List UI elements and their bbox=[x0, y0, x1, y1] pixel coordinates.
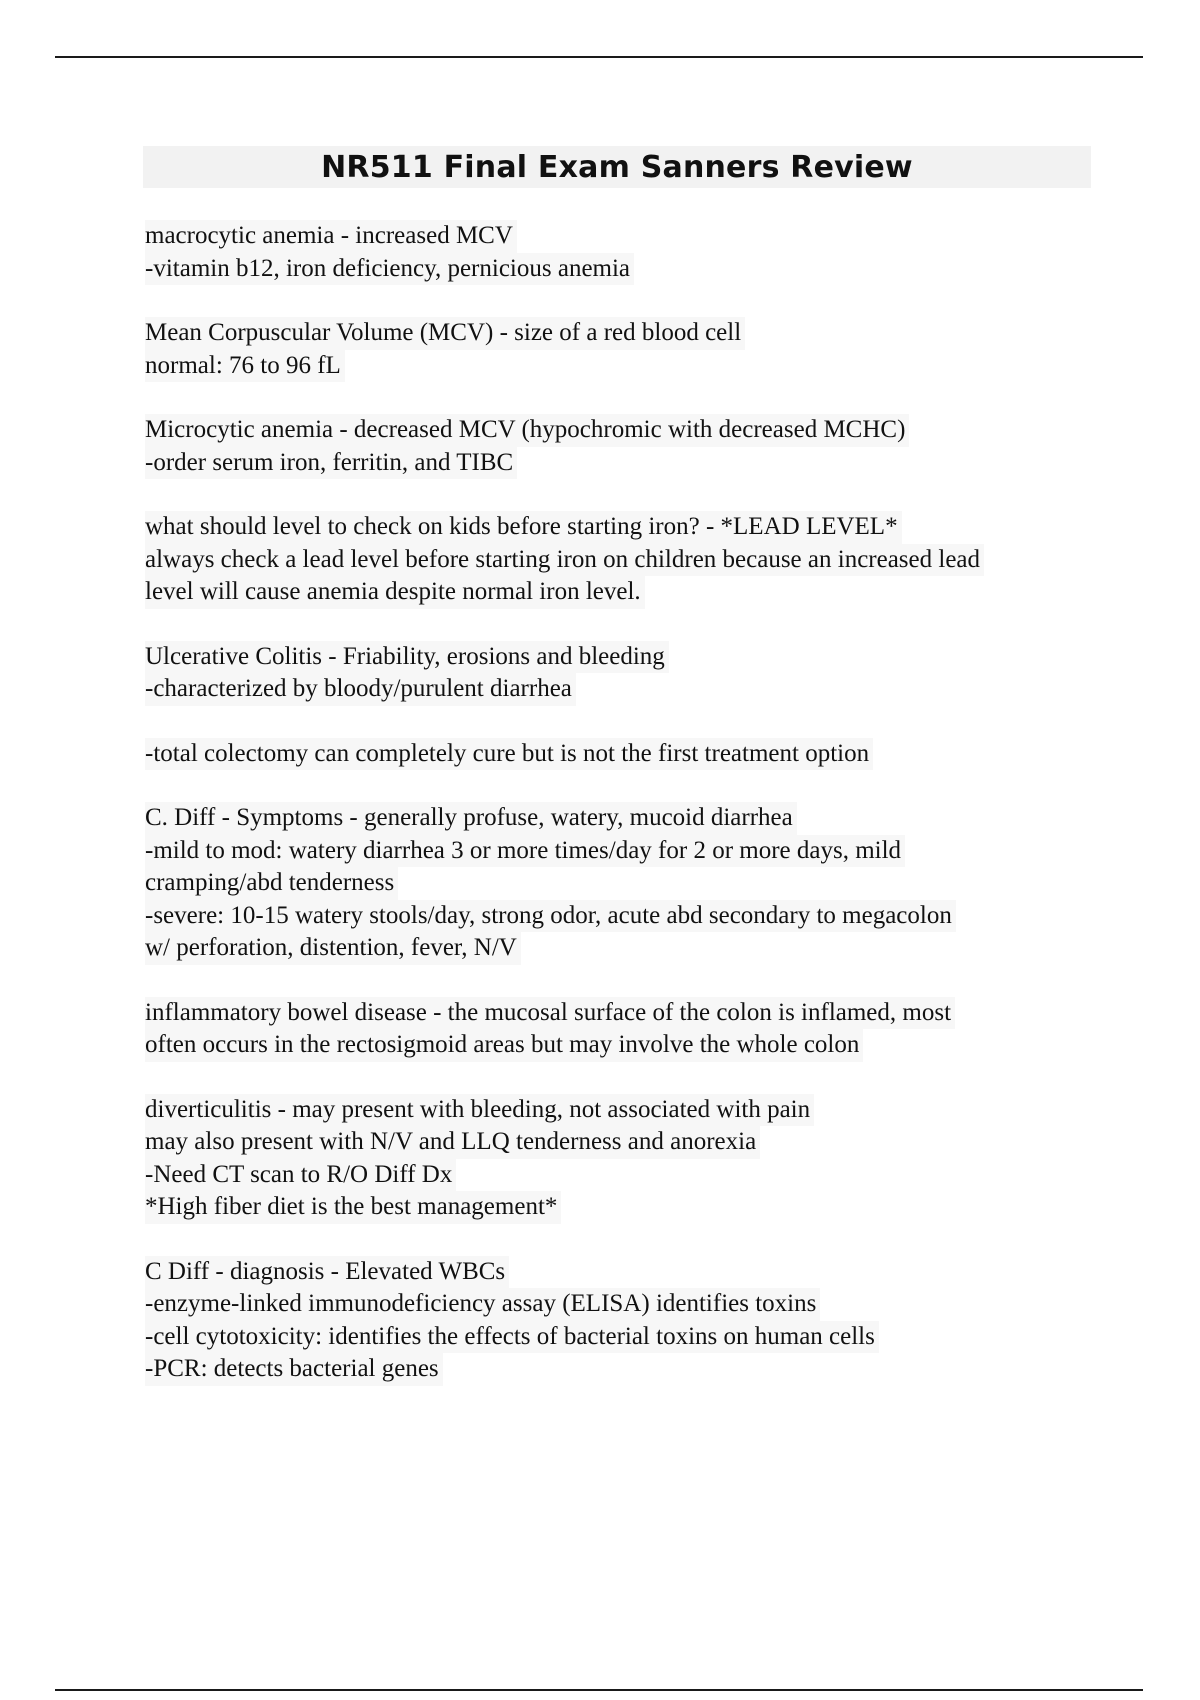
note-line: -enzyme-linked immunodeficiency assay (ELISA) identifies toxins bbox=[145, 1288, 820, 1321]
note-line: Microcytic anemia - decreased MCV (hypochromic with decreased MCHC) bbox=[145, 414, 909, 447]
note-line: -Need CT scan to R/O Diff Dx bbox=[145, 1159, 456, 1192]
note-line: inflammatory bowel disease - the mucosal surface of the colon is inflamed, most bbox=[145, 997, 955, 1030]
document-body bbox=[145, 220, 1105, 1418]
note-block bbox=[145, 997, 1105, 1062]
note-line: what should level to check on kids before starting iron? - *LEAD LEVEL* bbox=[145, 511, 902, 544]
note-line: -PCR: detects bacterial genes bbox=[145, 1353, 443, 1386]
note-block bbox=[145, 738, 1105, 771]
note-line: -severe: 10-15 watery stools/day, strong odor, acute abd secondary to megacolon bbox=[145, 900, 956, 933]
note-line: Ulcerative Colitis - Friability, erosions and bleeding bbox=[145, 641, 669, 674]
note-line: level will cause anemia despite normal iron level. bbox=[145, 576, 645, 609]
note-line: -characterized by bloody/purulent diarrhea bbox=[145, 673, 576, 706]
bottom-rule bbox=[55, 1689, 1143, 1691]
note-line: often occurs in the rectosigmoid areas but may involve the whole colon bbox=[145, 1029, 863, 1062]
note-line: w/ perforation, distention, fever, N/V bbox=[145, 932, 521, 965]
note-block bbox=[145, 511, 1105, 609]
note-block bbox=[145, 641, 1105, 706]
note-line: -order serum iron, ferritin, and TIBC bbox=[145, 447, 517, 480]
note-line: -total colectomy can completely cure but is not the first treatment option bbox=[145, 738, 873, 771]
title-band bbox=[143, 146, 1091, 188]
note-block bbox=[145, 414, 1105, 479]
note-line: C. Diff - Symptoms - generally profuse, watery, mucoid diarrhea bbox=[145, 802, 797, 835]
note-block bbox=[145, 802, 1105, 965]
note-line: -vitamin b12, iron deficiency, pernicious anemia bbox=[145, 253, 634, 286]
top-rule bbox=[55, 56, 1143, 58]
note-block bbox=[145, 1256, 1105, 1386]
page-title: NR511 Final Exam Sanners Review bbox=[321, 149, 913, 185]
note-line: -mild to mod: watery diarrhea 3 or more times/day for 2 or more days, mild bbox=[145, 835, 905, 868]
note-line: may also present with N/V and LLQ tenderness and anorexia bbox=[145, 1126, 760, 1159]
note-line: always check a lead level before starting iron on children because an increased lead bbox=[145, 544, 984, 577]
note-block bbox=[145, 220, 1105, 285]
note-line: *High fiber diet is the best management* bbox=[145, 1191, 561, 1224]
note-line: -cell cytotoxicity: identifies the effects of bacterial toxins on human cells bbox=[145, 1321, 879, 1354]
note-line: cramping/abd tenderness bbox=[145, 867, 398, 900]
note-line: normal: 76 to 96 fL bbox=[145, 350, 345, 383]
note-line: Mean Corpuscular Volume (MCV) - size of a red blood cell bbox=[145, 317, 745, 350]
note-block bbox=[145, 1094, 1105, 1224]
note-line: macrocytic anemia - increased MCV bbox=[145, 220, 517, 253]
note-block bbox=[145, 317, 1105, 382]
note-line: diverticulitis - may present with bleeding, not associated with pain bbox=[145, 1094, 814, 1127]
note-line: C Diff - diagnosis - Elevated WBCs bbox=[145, 1256, 509, 1289]
